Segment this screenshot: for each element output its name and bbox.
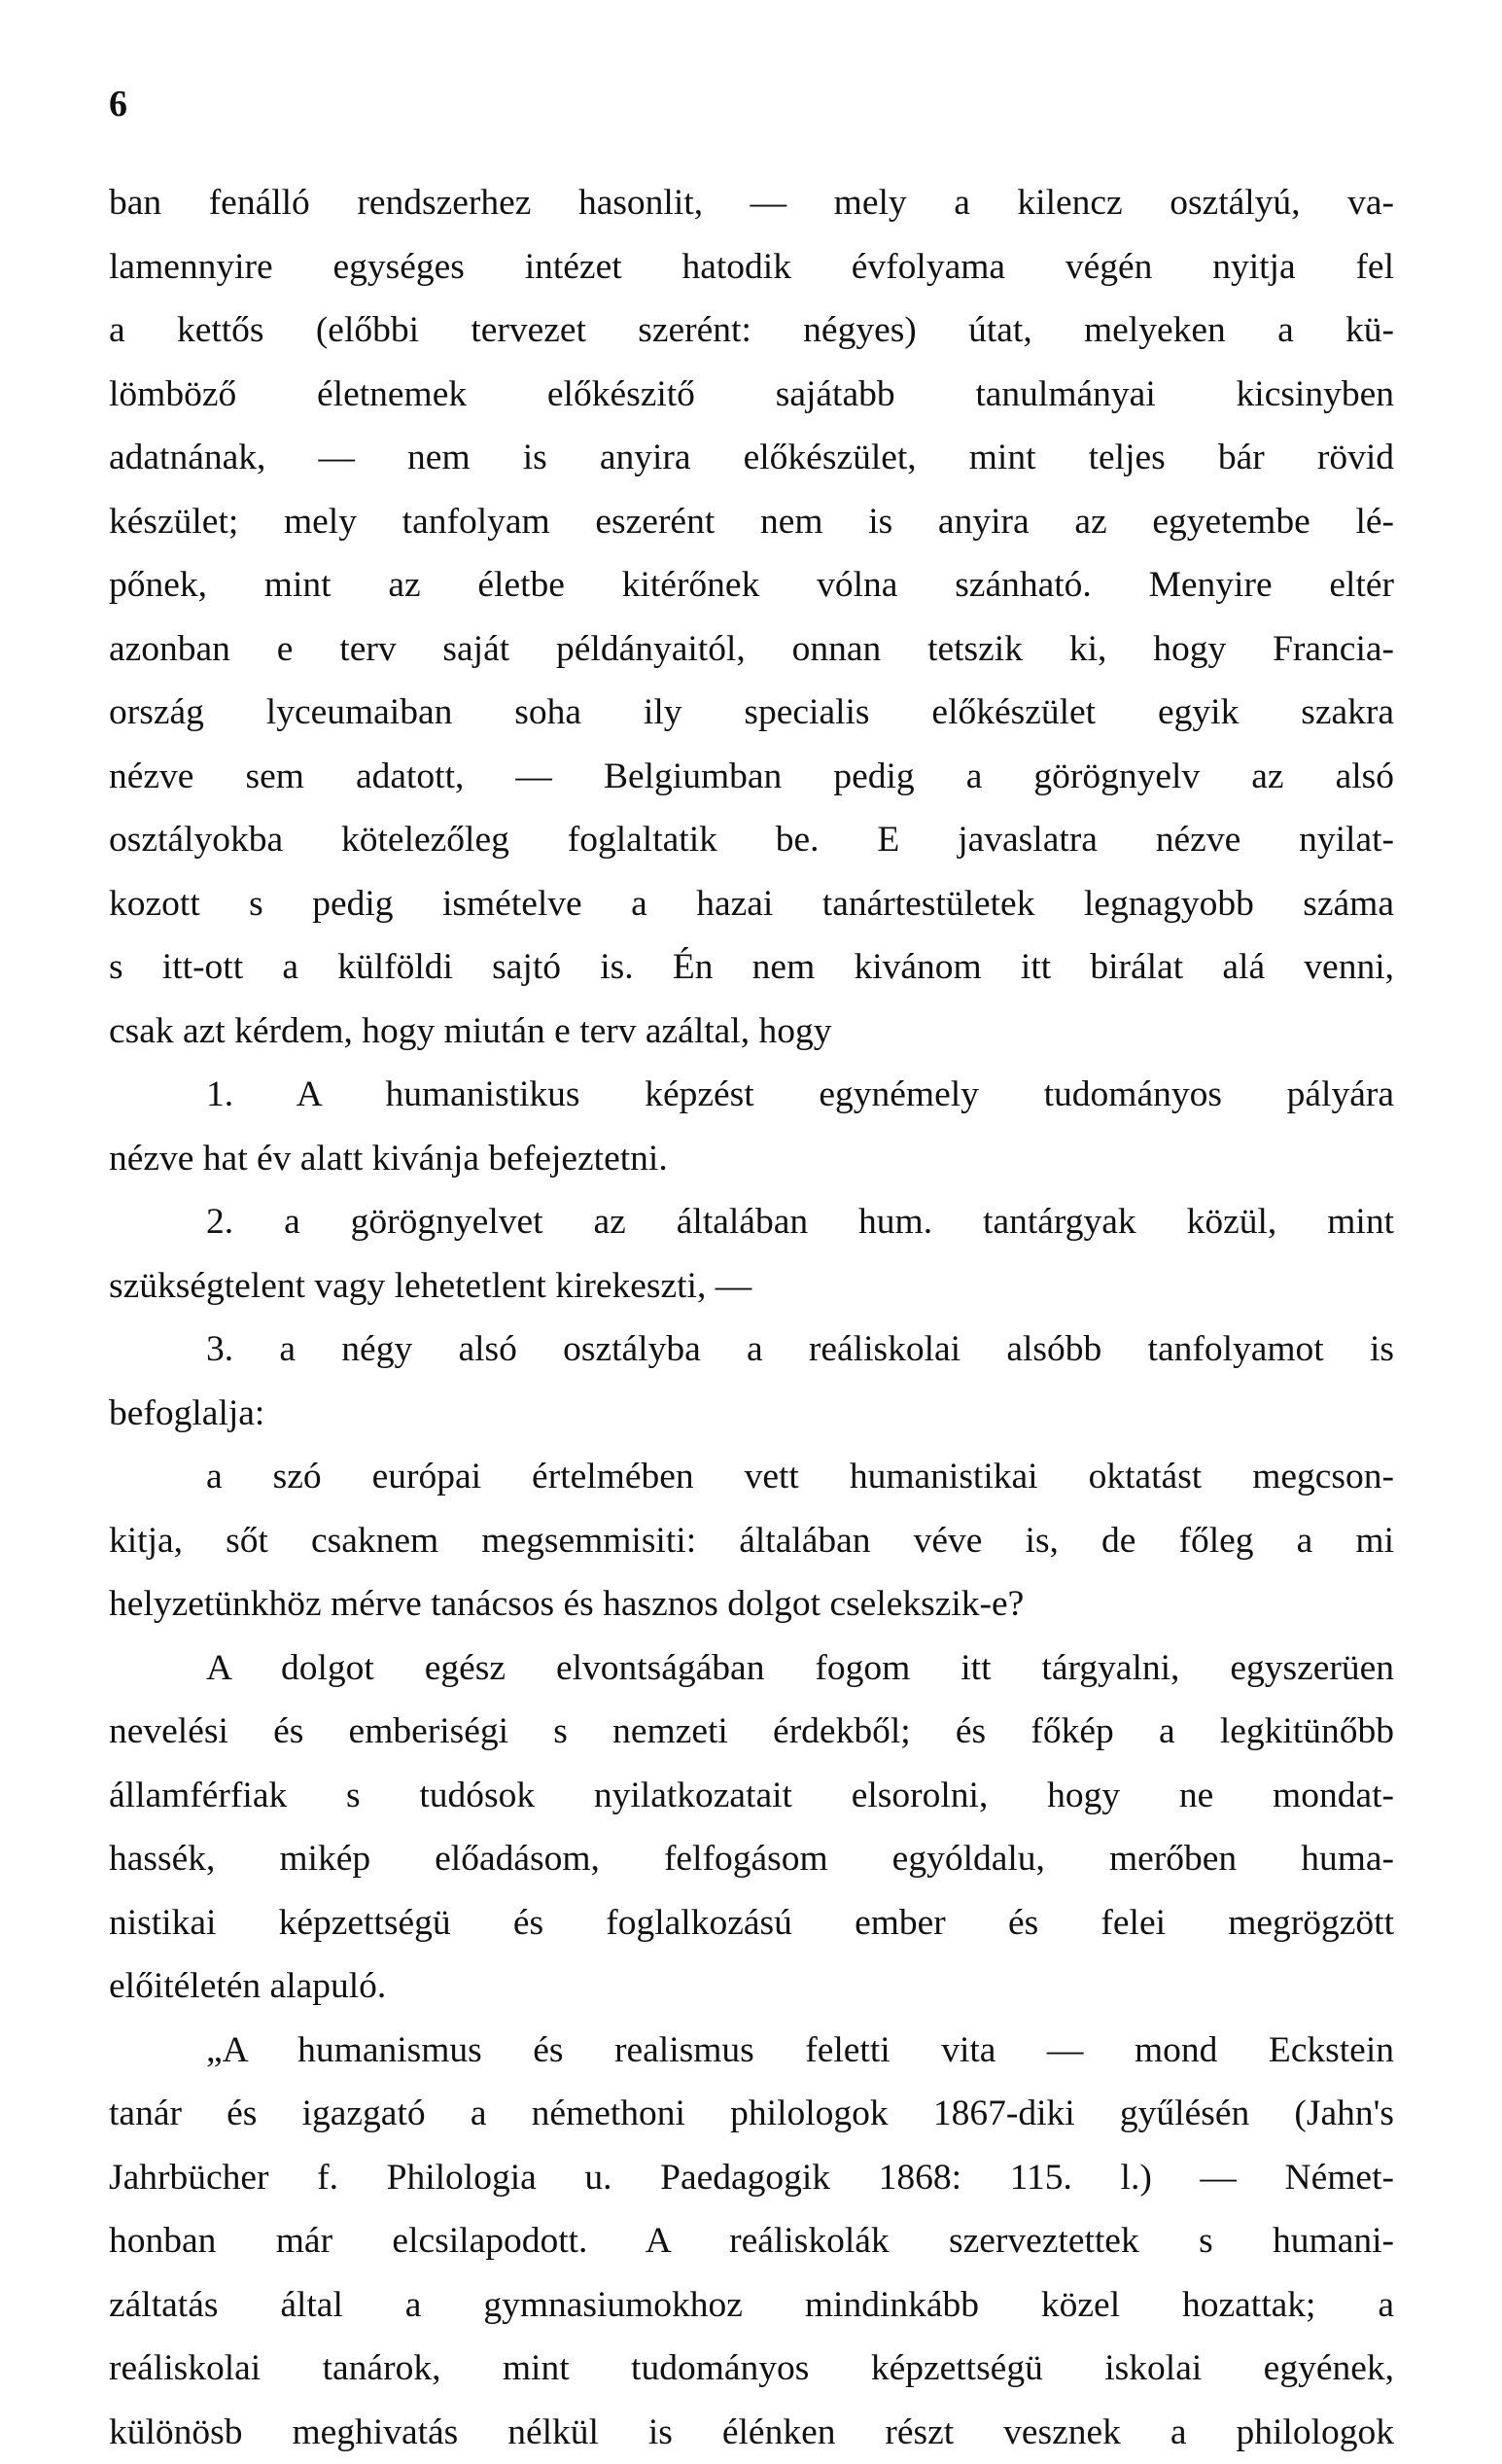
- text-line: kozott s pedig ismételve a hazai tanártestületek legnagyobb száma: [109, 872, 1394, 936]
- text-line: különösb meghivatás nélkül is élénken részt vesznek a philologok: [109, 2401, 1394, 2464]
- text-line: befoglalja:: [109, 1382, 1394, 1446]
- text-line: s itt-ott a külföldi sajtó is. Én nem kivánom itt birálat alá venni,: [109, 935, 1394, 1000]
- body-text: [109, 171, 1394, 2464]
- text-line: nézve hat év alatt kivánja befejeztetni.: [109, 1127, 1394, 1191]
- text-line: a kettős (előbbi tervezet szerént: négyes) útat, melyeken a kü-: [109, 299, 1394, 363]
- text-line: 3. a négy alsó osztályba a reáliskolai alsóbb tanfolyamot is: [109, 1318, 1394, 1382]
- text-line: szükségtelent vagy lehetetlent kirekeszti, —: [109, 1254, 1394, 1319]
- text-line: azonban e terv saját példányaitól, onnan tetszik ki, hogy Francia-: [109, 617, 1394, 682]
- text-line: 1. A humanistikus képzést egynémely tudományos pályára: [109, 1063, 1394, 1127]
- text-line: „A humanismus és realismus feletti vita — mond Eckstein: [109, 2019, 1394, 2083]
- text-line: nevelési és emberiségi s nemzeti érdekből; és főkép a legkitünőbb: [109, 1700, 1394, 1764]
- text-line: ország lyceumaiban soha ily specialis előkészület egyik szakra: [109, 681, 1394, 745]
- text-line: kitja, sőt csaknem megsemmisiti: általában véve is, de főleg a mi: [109, 1509, 1394, 1573]
- text-line: lömböző életnemek előkészitő sajátabb tanulmányai kicsinyben: [109, 363, 1394, 427]
- text-line: helyzetünkhöz mérve tanácsos és hasznos dolgot cselekszik-e?: [109, 1572, 1394, 1637]
- text-line: ban fenálló rendszerhez hasonlit, — mely a kilencz osztályú, va-: [109, 171, 1394, 235]
- text-line: honban már elcsilapodott. A reáliskolák szerveztettek s humani-: [109, 2209, 1394, 2273]
- text-line: tanár és igazgató a némethoni philologok 1867-diki gyűlésén (Jahn's: [109, 2082, 1394, 2146]
- text-line: államférfiak s tudósok nyilatkozatait elsorolni, hogy ne mondat-: [109, 1764, 1394, 1828]
- text-line: csak azt kérdem, hogy miután e terv azáltal, hogy: [109, 1000, 1394, 1064]
- text-line: nézve sem adatott, — Belgiumban pedig a görögnyelv az alsó: [109, 745, 1394, 809]
- text-line: lamennyire egységes intézet hatodik évfolyama végén nyitja fel: [109, 235, 1394, 299]
- text-line: záltatás által a gymnasiumokhoz mindinkább közel hozattak; a: [109, 2273, 1394, 2338]
- text-line: előitéletén alapuló.: [109, 1954, 1394, 2019]
- text-line: osztályokba kötelezőleg foglaltatik be. E javaslatra nézve nyilat-: [109, 808, 1394, 872]
- text-line: 2. a görögnyelvet az általában hum. tantárgyak közül, mint: [109, 1190, 1394, 1254]
- text-line: készület; mely tanfolyam eszerént nem is anyira az egyetembe lé-: [109, 490, 1394, 554]
- text-line: hassék, mikép előadásom, felfogásom egyóldalu, merőben huma-: [109, 1827, 1394, 1891]
- text-line: reáliskolai tanárok, mint tudományos képzettségü iskolai egyének,: [109, 2337, 1394, 2401]
- page-number: 6: [109, 86, 127, 123]
- text-line: Jahrbücher f. Philologia u. Paedagogik 1868: 115. l.) — Német-: [109, 2146, 1394, 2210]
- text-line: pőnek, mint az életbe kitérőnek vólna szánható. Menyire eltér: [109, 553, 1394, 617]
- text-line: A dolgot egész elvontságában fogom itt tárgyalni, egyszerüen: [109, 1637, 1394, 1701]
- text-line: adatnának, — nem is anyira előkészület, mint teljes bár rövid: [109, 426, 1394, 490]
- text-line: a szó európai értelmében vett humanistikai oktatást megcson-: [109, 1445, 1394, 1509]
- text-line: nistikai képzettségü és foglalkozású ember és felei megrögzött: [109, 1891, 1394, 1955]
